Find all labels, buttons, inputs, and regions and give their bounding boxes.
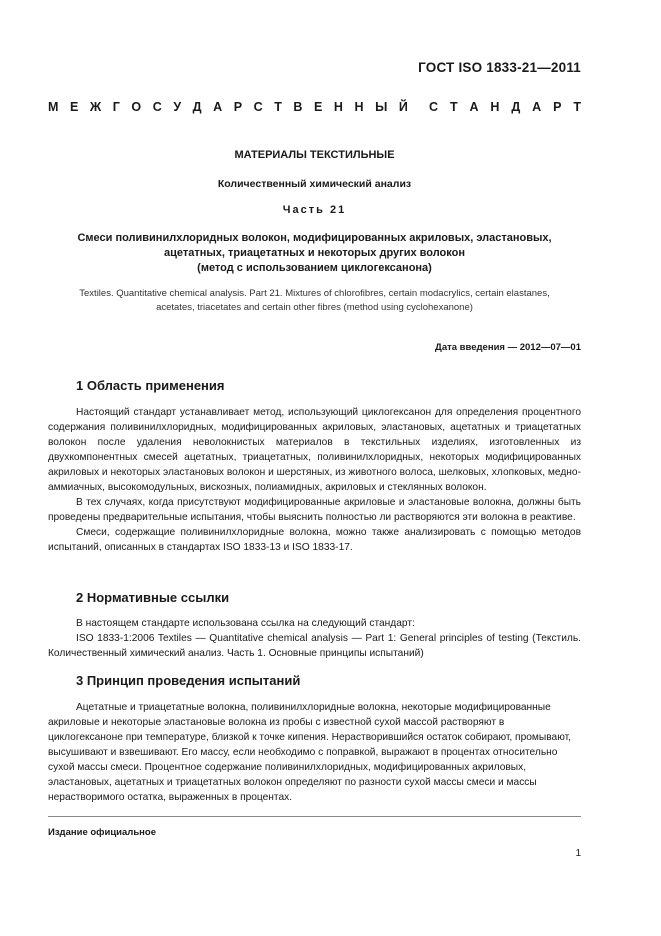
banner-letter: А xyxy=(213,100,223,114)
standard-word xyxy=(429,100,581,114)
section-3-body xyxy=(48,700,581,805)
banner-letter: С xyxy=(152,100,162,114)
banner-letter: С xyxy=(253,100,263,114)
section-2-body xyxy=(48,616,581,661)
banner-letter: Т xyxy=(449,100,458,114)
document-id: ГОСТ ISO 1833-21—2011 xyxy=(418,60,581,75)
footer-divider xyxy=(48,816,581,817)
title-full-line: ацетатных, триацетатных и некоторых других волокон xyxy=(163,247,465,259)
title-full-line: (метод с использованием циклогексанона) xyxy=(197,262,432,274)
banner-letter: Ы xyxy=(375,100,388,114)
banner-letter: Й xyxy=(398,100,408,114)
paragraph: Ацетатные и триацетатные волокна, поливинилхлоридные волокна, некоторые модифицированные акриловые и некоторые эластановые волокна из пробы с известной сухой массой растворяют в циклогексаноне при температуре, близкой к точке кипения. Нерастворившийся остаток собирают, промывают, высушивают и взвешивают. Его массу, если необходимо с поправкой, выражают в процентах относительно сухой массы смеси. Процентное содержание поливинилхлоридных, модифицированных акриловых, эластановых, ацетатных и триацетатных волокон определяют по разности сухой массы смеси и массы нерастворимого остатка, выраженных в процентах. xyxy=(48,702,571,803)
banner-letter: Н xyxy=(354,100,364,114)
banner-letter: А xyxy=(532,100,542,114)
paragraph: Смеси, содержащие поливинилхлоридные волокна, можно также анализировать с помощью методов испытаний, описанных в стандартах ISO 1833-13 и ISO 1833-17. xyxy=(48,527,581,553)
banner-letter: Г xyxy=(112,100,120,114)
paragraph: В настоящем стандарте использована ссылка на следующий стандарт: xyxy=(76,618,415,629)
banner-letter: Т xyxy=(274,100,282,114)
banner-letter: С xyxy=(429,100,439,114)
section-1-heading: 1 Область применения xyxy=(76,378,225,393)
title-main: МАТЕРИАЛЫ ТЕКСТИЛЬНЫЕ xyxy=(234,149,395,161)
banner-letter: Д xyxy=(511,100,521,114)
section-2-heading: 2 Нормативные ссылки xyxy=(76,590,230,605)
normative-reference: ISO 1833-1:2006 Textiles — Quantitative chemical analysis — Part 1: General principles of testing (Текстиль. Количественный химический анализ. Часть 1. Основные принципы испытаний) xyxy=(48,633,581,659)
banner-letter: Р xyxy=(233,100,243,114)
interstate-standard-banner xyxy=(48,100,581,114)
paragraph: В тех случаях, когда присутствуют модифицированные акриловые и эластановые волокна, должны быть проведены предварительные испытания, чтобы выяснить полностью ли растворяются эти волокна в реактиве. xyxy=(48,497,581,523)
paragraph: Настоящий стандарт устанавливает метод, использующий циклогексанон для определения процентного содержания поливинилхлоридных, модифицированных акриловых, эластановых, ацетатных и триацетатных волокон после удаления неволокнистых материалов в текстильных изделиях, изготовленных из двухкомпонентных смесей ацетатных, триацетатных, поливинилхлоридных, некоторых модифицированных акриловых и некоторых эластановых волокон и шерстяных, из животного волоса, шелковых, хлопковых, медно-аммиачных, высокомодульных, вискозных, полиамидных, акриловых и стеклянных волокон. xyxy=(48,407,581,493)
banner-letter: Е xyxy=(69,100,79,114)
banner-letter: О xyxy=(131,100,142,114)
title-english-line: acetates, triacetates and certain other fibres (method using cyclohexanone) xyxy=(156,302,473,313)
title-english xyxy=(48,287,581,315)
banner-letter: Н xyxy=(490,100,500,114)
title-full-line: Смеси поливинилхлоридных волокон, модифицированных акриловых, эластановых, xyxy=(77,232,552,244)
banner-letter: Ж xyxy=(89,100,102,114)
section-3-heading: 3 Принцип проведения испытаний xyxy=(76,673,301,688)
introduction-date: Дата введения — 2012—07—01 xyxy=(435,342,581,353)
section-1-body xyxy=(48,405,581,555)
banner-letter: Н xyxy=(333,100,343,114)
banner-letter: Р xyxy=(553,100,562,114)
title-english-line: Textiles. Quantitative chemical analysis. Part 21. Mixtures of chlorofibres, certain modacrylics, certain elastanes, xyxy=(79,288,550,299)
banner-letter: Т xyxy=(573,100,581,114)
banner-letter: Д xyxy=(192,100,202,114)
interstate-word xyxy=(48,100,408,114)
title-part: Часть 21 xyxy=(282,204,347,216)
banner-letter: Е xyxy=(314,100,323,114)
official-edition-label: Издание официальное xyxy=(48,827,156,838)
banner-letter: У xyxy=(173,100,182,114)
banner-letter: А xyxy=(469,100,479,114)
title-subtitle: Количественный химический анализ xyxy=(217,178,412,190)
title-full xyxy=(48,231,581,276)
banner-letter: М xyxy=(48,100,59,114)
page-number: 1 xyxy=(575,848,581,859)
banner-letter: В xyxy=(293,100,303,114)
